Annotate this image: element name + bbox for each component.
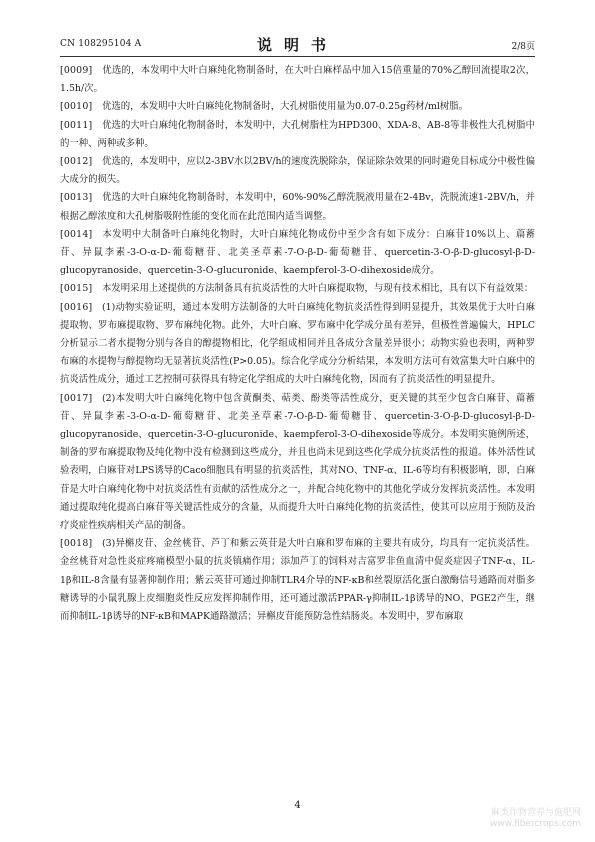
paragraph-number: [0017] <box>60 392 93 404</box>
page-title: 说明书 <box>256 36 338 54</box>
paragraph <box>60 299 535 390</box>
header-rule <box>60 56 535 57</box>
page-number: 4 <box>294 800 301 811</box>
paragraph-text: 本发明中大制备叶白麻纯化物时，大叶白麻纯化物成份中至少含有如下成分：白麻苷10%以上、萹蓄苷、异鼠李素-3-O-α-D-葡萄糖苷、北美圣草素-7-O-β-D-葡萄糖苷、quercetin-3-O-β-D-glucosyl-β-D-glucopyranoside、quercetin-3-O-glucuronide、kaempferol-3-O-dihexoside成分。 <box>60 228 535 277</box>
page-indicator: 2/8页 <box>511 42 535 52</box>
paragraph <box>60 280 535 298</box>
page-header <box>60 34 535 54</box>
paragraph-number: [0010] <box>60 101 93 113</box>
paragraph <box>60 117 535 153</box>
paragraph-text: (1)动物实验证明，通过本发明方法制备的大叶白麻纯化物抗炎活性得到明显提升，其效果优于大叶白麻提取物、罗布麻提取物、罗布麻纯化物。此外，大叶白麻、罗布麻中化学成分虽有差异，但极性普遍偏大，HPLC分析显示二者水提物分别与各自的醇提物相比，化学组成相同并且各成分含量差异很小；动物实验也表明，两种罗布麻的水提物与醇提物均无显著抗炎活性(P>0.05)。综合化学成分分析结果，本发明方法可有效富集大叶白麻中的抗炎活性成分，通过工艺控制可获得具有特定化学组成的大叶白麻纯化物，因而有了抗炎活性的明显提升。 <box>60 301 535 386</box>
watermark <box>490 808 581 830</box>
paragraph-text: 优选的，本发明中，应以2-3BV水以2BV/h的速度洗脱除杂，保证除杂效果的同时避免目标成分中极性偏大成分的损失。 <box>60 156 535 186</box>
paragraph <box>60 535 535 626</box>
paragraph-text: 优选的，本发明中大叶白麻纯化物制备时，在大叶白麻样品中加入15倍重量的70%乙醇回流提取2次，1.5h/次。 <box>60 65 535 95</box>
patent-number: CN 108295104 A <box>60 39 142 49</box>
paragraph-number: [0016] <box>60 301 93 313</box>
paragraph-number: [0012] <box>60 156 93 168</box>
paragraph-text: (2)本发明大叶白麻纯化物中包含黄酮类、萜类、酚类等活性成分，更关键的其至少包含白麻苷、萹蓄苷、异鼠李素-3-O-α-D-葡萄糖苷、北美圣草素-7-O-β-D-葡萄糖苷、quercetin-3-O-β-D-glucosyl-β-D-glucopyranoside、quercetin-3-O-glucuronide、kaempferol-3-O-dihexoside等成分。本发明实施例所述，制备的罗布麻提取物及纯化物中没有检测到这些成分，并且也尚未见到这些化学成分抗炎活性的报道。体外活性试验表明，白麻苷对LPS诱导的Caco细胞具有明显的抗炎活性，其对NO、TNF-α、IL-6等均有积极影响，即，白麻苷是大叶白麻纯化物中对抗炎活性有贡献的活性成分之一，并配合纯化物中的其他化学成分发挥抗炎活性。本发明通过提取纯化提高白麻苷等关键活性成分的含量，从而提升大叶白麻纯化物的抗炎活性，使其可以应用于预防及治疗炎症性疾病相关产品的制备。 <box>60 392 535 532</box>
paragraph-text: 优选的大叶白麻纯化物制备时，本发明中，大孔树脂柱为HPD300、XDA-8、AB-8等非极性大孔树脂中的一种、两种或多种。 <box>60 119 535 149</box>
paragraph <box>60 62 535 98</box>
paragraph-number: [0015] <box>60 283 93 295</box>
paragraph-number: [0013] <box>60 192 93 204</box>
paragraph <box>60 226 535 281</box>
paragraph-text: 本发明采用上述提供的方法制备具有抗炎活性的大叶白麻提取物，与现有技术相比，具有以下有益效果： <box>102 283 534 295</box>
watermark-url: www.fibercrops.com <box>490 819 581 829</box>
paragraph-number: [0011] <box>60 119 93 131</box>
paragraph-number: [0014] <box>60 228 93 240</box>
paragraph-number: [0018] <box>60 538 93 550</box>
paragraph <box>60 390 535 536</box>
paragraph-number: [0009] <box>60 65 93 76</box>
watermark-title: 麻类作物营养与施肥网 <box>490 808 581 818</box>
document-body <box>60 62 535 626</box>
paragraph-text: (3)异槲皮苷、金丝桃苷、芦丁和紫云英苷是大叶白麻和罗布麻的主要共有成分，均具有一定抗炎活性。金丝桃苷对急性炎症疼痛模型小鼠的抗炎镇痛作用；添加芦丁的饲料对吉富罗非鱼血清中促炎症因子TNF-α、IL-1β和IL-8含量有显著抑制作用；紫云英苷可通过抑制TLR4介导的NF-κB和丝裂原活化蛋白激酶信号通路而对脂多糖诱导的小鼠乳腺上皮细胞炎性反应发挥抑制作用，还可通过激活PPAR-γ抑制IL-1β诱导的NO、PGE2产生，继而抑制IL-1β诱导的NF-κB和MAPK通路激活；异槲皮苷能预防急性结肠炎。本发明中，罗布麻取 <box>60 538 535 623</box>
paragraph <box>60 153 535 189</box>
paragraph-text: 优选的大叶白麻纯化物制备时，本发明中，60%-90%乙醇洗脱液用量在2-4Bv，洗脱流速1-2BV/h，并根据乙醇浓度和大孔树脂吸附性能的变化而在此范围内适当调整。 <box>60 192 535 222</box>
paragraph <box>60 98 535 116</box>
paragraph-text: 优选的，本发明中大叶白麻纯化物制备时，大孔树脂使用量为0.07-0.25g药材/ml树脂。 <box>102 101 468 113</box>
paragraph <box>60 189 535 225</box>
